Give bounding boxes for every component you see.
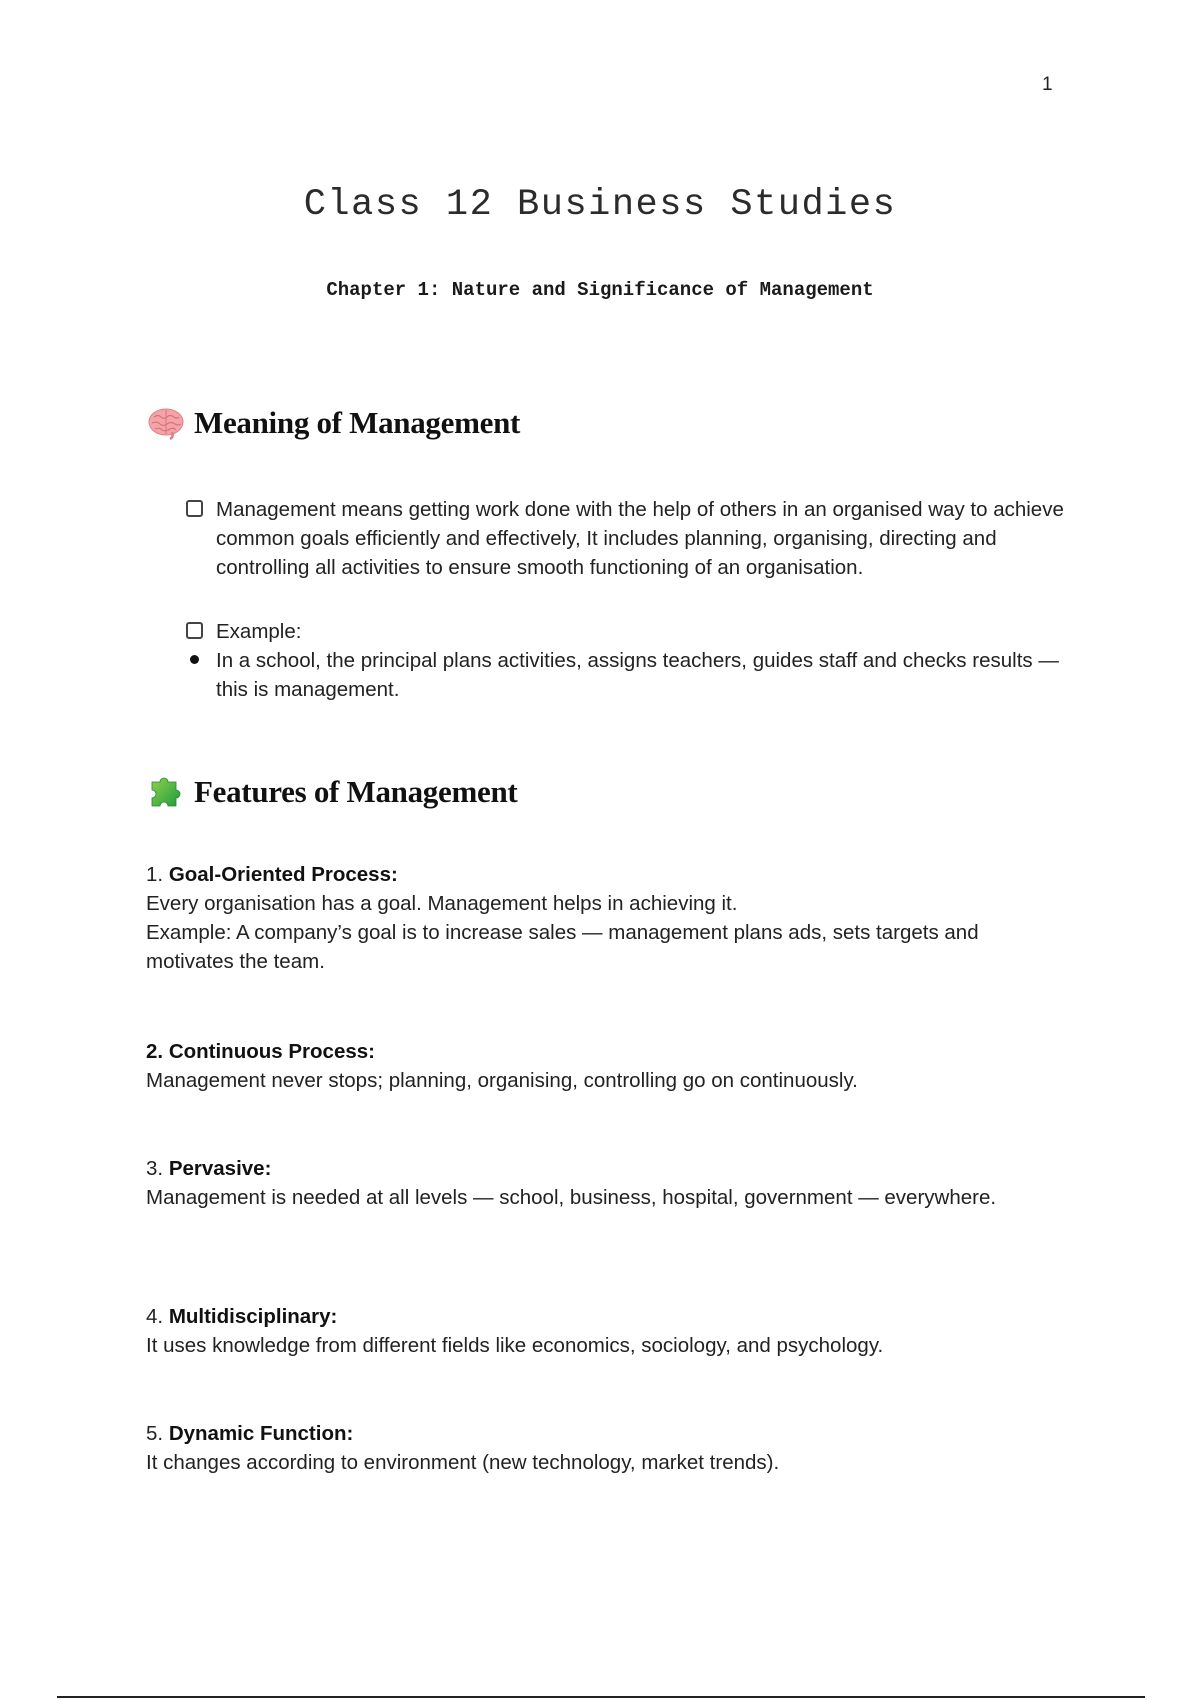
feature-item-continuous xyxy=(146,1037,1066,1095)
page-number: 1 xyxy=(1042,74,1053,95)
feature-item-goal-oriented xyxy=(146,860,1066,976)
section-heading-text: Features of Management xyxy=(194,774,518,809)
list-item xyxy=(186,617,1066,646)
feature-number: 1. xyxy=(146,863,164,886)
section-heading-text: Meaning of Management xyxy=(194,405,521,440)
feature-title-text: Goal-Oriented Process: xyxy=(168,863,398,886)
document-title: Class 12 Business Studies xyxy=(303,184,897,226)
chapter-subtitle: Chapter 1: Nature and Significance of Management xyxy=(326,279,874,301)
list-item-text: In a school, the principal plans activities, assigns teachers, guides staff and checks results — this is management. xyxy=(216,649,1059,701)
feature-title xyxy=(146,860,1066,889)
feature-description: Management is needed at all levels — school, business, hospital, government — everywhere. xyxy=(146,1186,997,1209)
page-bottom-divider xyxy=(57,1696,1145,1698)
feature-item-multidisciplinary xyxy=(146,1302,1066,1360)
list-item xyxy=(186,495,1066,582)
feature-title xyxy=(146,1037,1066,1066)
feature-description: It changes according to environment (new technology, market trends). xyxy=(146,1451,780,1474)
meaning-definition xyxy=(186,495,1066,582)
brain-icon xyxy=(146,403,186,443)
feature-title xyxy=(146,1302,1066,1331)
feature-title-text: Pervasive: xyxy=(168,1157,272,1180)
feature-description: Management never stops; planning, organising, controlling go on continuously. xyxy=(146,1069,858,1092)
puzzle-piece-icon xyxy=(146,772,186,812)
list-item-text: Example: xyxy=(216,620,302,643)
feature-item-dynamic xyxy=(146,1419,1066,1477)
feature-title-text: Multidisciplinary: xyxy=(168,1305,338,1328)
checkbox-icon[interactable] xyxy=(186,500,203,517)
feature-number: 3. xyxy=(146,1157,164,1180)
list-item xyxy=(186,646,1066,704)
section-heading-meaning xyxy=(146,403,520,443)
checkbox-icon[interactable] xyxy=(186,622,203,639)
list-item-text: Management means getting work done with the help of others in an organised way to achieve common goals efficiently and effectively, It includes planning, organising, directing and controlling all activities to ensure smooth functioning of an organisation. xyxy=(216,498,1064,579)
feature-number: 4. xyxy=(146,1305,164,1328)
meaning-example xyxy=(186,617,1066,704)
feature-item-pervasive xyxy=(146,1154,1066,1212)
bullet-icon xyxy=(186,646,203,675)
feature-description: Every organisation has a goal. Management helps in achieving it. xyxy=(146,892,738,915)
feature-title xyxy=(146,1419,1066,1448)
feature-title-text: Continuous Process: xyxy=(168,1040,375,1063)
feature-title xyxy=(146,1154,1066,1183)
feature-title-text: Dynamic Function: xyxy=(168,1422,354,1445)
feature-description: It uses knowledge from different fields like economics, sociology, and psychology. xyxy=(146,1334,884,1357)
feature-number: 2. xyxy=(146,1040,164,1063)
feature-number: 5. xyxy=(146,1422,164,1445)
section-heading-features xyxy=(146,772,517,812)
feature-example: Example: A company’s goal is to increase sales — management plans ads, sets targets and motivates the team. xyxy=(146,921,979,973)
